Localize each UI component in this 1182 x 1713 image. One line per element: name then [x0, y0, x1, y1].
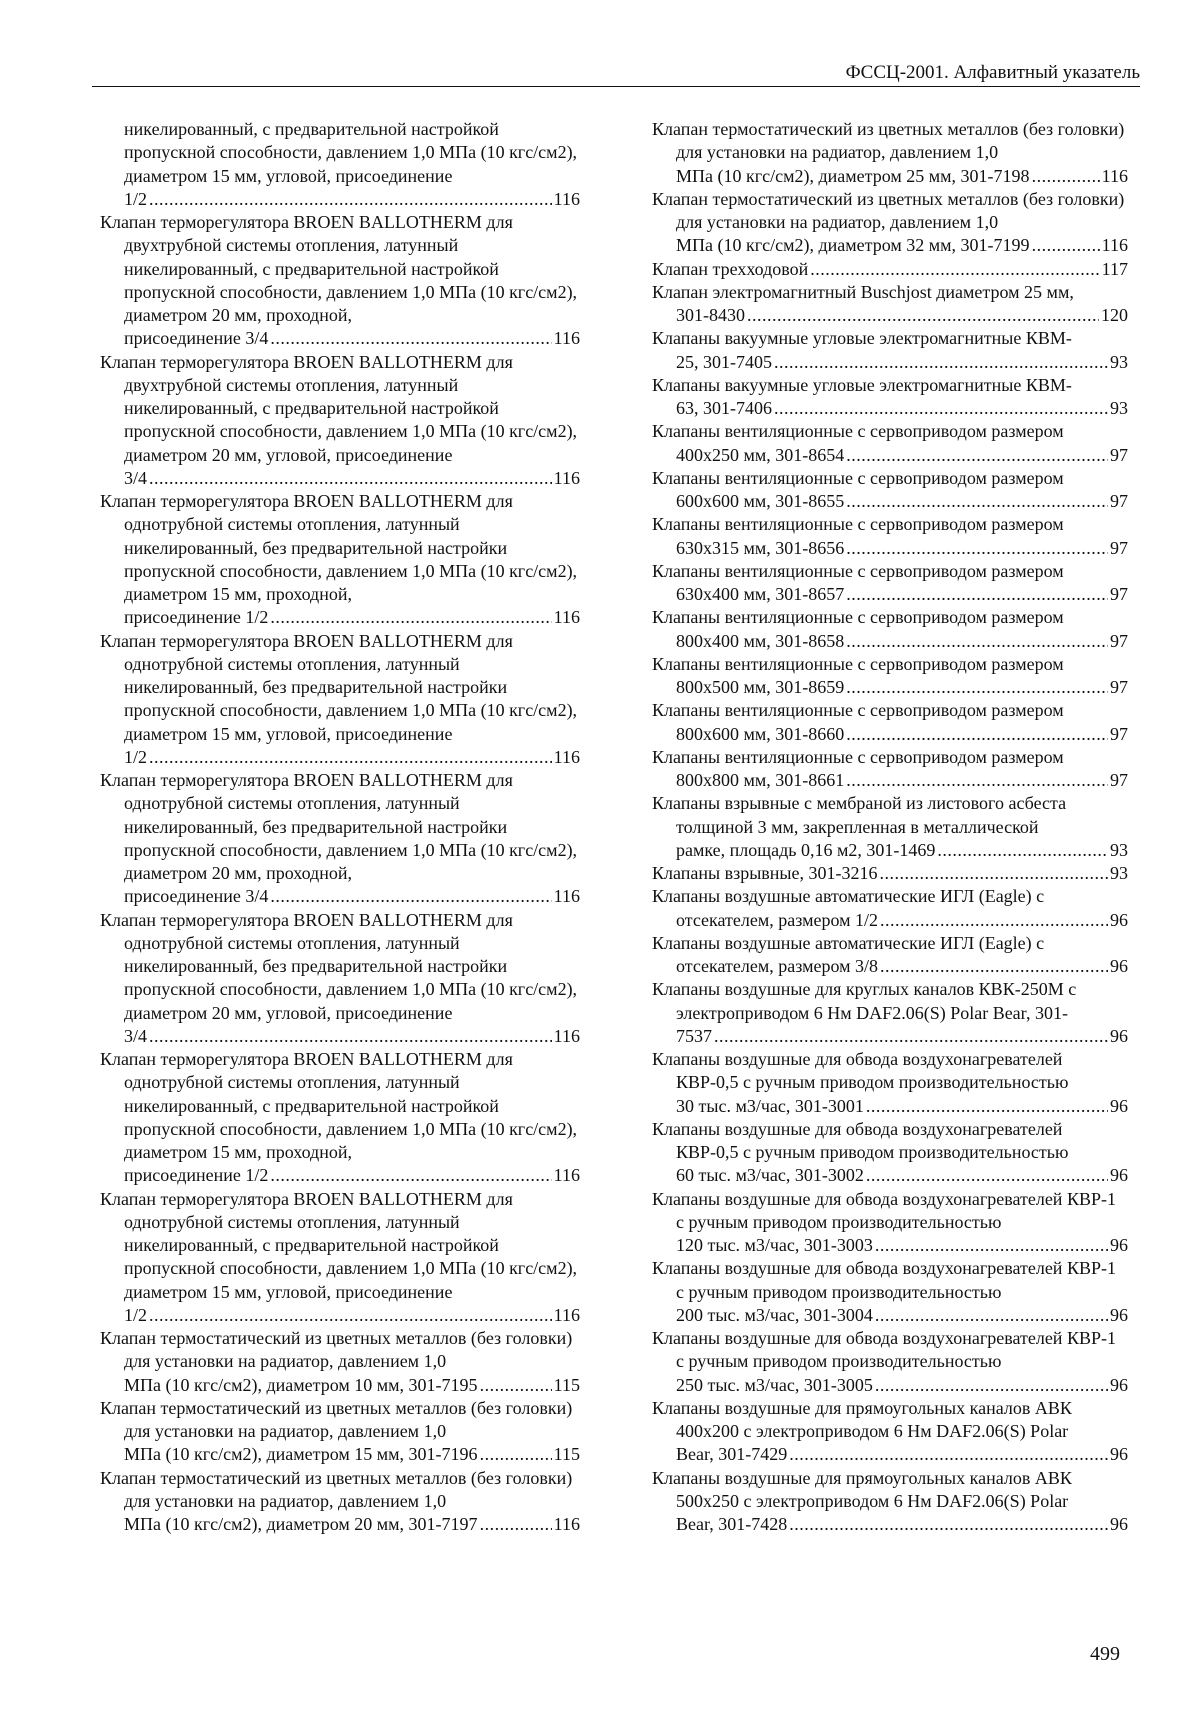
dot-leader	[846, 490, 1108, 513]
entry-text: Клапан термостатический из цветных металлов (без головки) для установки на радиатор, давлением 1,0	[100, 1397, 573, 1441]
entry-text: Клапан электромагнитный Buschjost диаметром 25 мм,	[652, 281, 1074, 302]
entry-last-line	[100, 327, 580, 350]
entry-last-text: 400x250 мм, 301-8654	[676, 444, 845, 465]
entry-last-text: 600x600 мм, 301-8655	[676, 491, 845, 511]
index-entry	[652, 1327, 1128, 1397]
entry-last-line	[652, 862, 1128, 885]
index-entry	[652, 1397, 1128, 1467]
entry-last-line	[652, 723, 1128, 746]
index-entry	[100, 118, 580, 211]
index-entry	[652, 560, 1128, 607]
dot-leader	[846, 583, 1108, 606]
entry-page-ref: 116	[553, 1025, 580, 1046]
dot-leader	[480, 1443, 552, 1466]
page-number: 499	[1090, 1643, 1120, 1665]
entry-text: Клапан терморегулятора BROEN BALLOTHERM для однотрубной системы отопления, латунный никелированный, без предварительной настройки пропускной способности, давлением 1,0 МПа (10 кгс/см2), диаметром 15 мм, угловой, присоединение	[100, 630, 578, 744]
dot-leader	[774, 397, 1108, 420]
entry-page-ref: 96	[1110, 1095, 1128, 1116]
dot-leader	[789, 1513, 1108, 1536]
entry-last-line	[652, 1304, 1128, 1327]
entry-text: Клапаны вентиляционные с сервоприводом размером	[652, 700, 1064, 721]
entry-text: Клапаны воздушные для обвода воздухонагревателей КВР-1 с ручным приводом производительностью	[652, 1328, 1116, 1372]
entry-page-ref: 116	[553, 328, 580, 349]
entry-last-text: 3/4	[124, 467, 148, 488]
index-entry	[652, 653, 1128, 700]
entry-last-text: Клапаны взрывные, 301-3216	[652, 863, 878, 883]
entry-page-ref: 93	[1110, 351, 1128, 372]
entry-text: Клапаны вентиляционные с сервоприводом размером	[652, 467, 1064, 488]
entry-last-text: 30 тыс. м3/час, 301-3001	[676, 1095, 864, 1116]
entry-last-text: 250 тыс. м3/час, 301-3005	[676, 1374, 873, 1395]
dot-leader	[1032, 234, 1100, 257]
entry-last-text: 200 тыс. м3/час, 301-3004	[676, 1304, 873, 1325]
index-entry	[100, 211, 580, 351]
dot-leader	[480, 1513, 552, 1536]
index-entry	[652, 932, 1128, 979]
index-column-left	[100, 118, 580, 1536]
entry-last-line	[100, 1374, 580, 1397]
entry-text: никелированный, с предварительной настройкой пропускной способности, давлением 1,0 МПа (10 кгс/см2), диаметром 15 мм, угловой, присоединение	[124, 119, 578, 186]
dot-leader	[149, 1025, 552, 1048]
dot-leader	[875, 1304, 1108, 1327]
index-column-right	[652, 118, 1128, 1536]
entry-page-ref: 93	[1110, 398, 1128, 418]
entry-page-ref: 117	[1101, 258, 1128, 279]
entry-last-text: 800x800 мм, 301-8661	[676, 770, 845, 790]
entry-last-line	[652, 258, 1128, 281]
entry-text: Клапан терморегулятора BROEN BALLOTHERM для однотрубной системы отопления, латунный никелированный, без предварительной настройки пропускной способности, давлением 1,0 МПа (10 кгс/см2), диаметром 20 мм, проходной,	[100, 770, 578, 883]
entry-last-text: присоединение 1/2	[124, 607, 269, 628]
entry-page-ref: 96	[1110, 1304, 1128, 1325]
dot-leader	[149, 746, 552, 769]
entry-page-ref: 97	[1110, 444, 1128, 465]
entry-last-text: 120 тыс. м3/час, 301-3003	[676, 1235, 873, 1255]
entry-last-line	[652, 304, 1128, 327]
entry-page-ref: 93	[1110, 863, 1128, 883]
entry-text: Клапаны воздушные для обвода воздухонагревателей КВР-1 с ручным приводом производительностью	[652, 1188, 1116, 1232]
entry-last-line	[100, 1025, 580, 1048]
entry-last-text: 301-8430	[676, 305, 745, 325]
dot-leader	[270, 1164, 551, 1187]
entry-page-ref: 97	[1110, 491, 1128, 511]
entry-text: Клапан терморегулятора BROEN BALLOTHERM для двухтрубной системы отопления, латунный никелированный, с предварительной настройкой пропускной способности, давлением 1,0 МПа (10 кгс/см2), диаметром 20 мм, проходной,	[100, 212, 578, 325]
entry-page-ref: 120	[1101, 305, 1128, 325]
dot-leader	[774, 351, 1108, 374]
entry-page-ref: 116	[553, 886, 580, 907]
entry-last-line	[100, 467, 580, 490]
entry-last-text: 60 тыс. м3/час, 301-3002	[676, 1165, 864, 1186]
dot-leader	[875, 1374, 1108, 1397]
entry-last-text: МПа (10 кгс/см2), диаметром 10 мм, 301-7195	[124, 1374, 478, 1395]
entry-last-text: присоединение 1/2	[124, 1165, 269, 1186]
entry-last-text: МПа (10 кгс/см2), диаметром 25 мм, 301-7198	[676, 165, 1030, 186]
entry-text: Клапан термостатический из цветных металлов (без головки) для установки на радиатор, давлением 1,0	[652, 188, 1125, 232]
index-entry	[652, 513, 1128, 560]
entry-page-ref: 116	[553, 746, 580, 767]
dot-leader	[846, 769, 1108, 792]
index-entry	[652, 420, 1128, 467]
dot-leader	[846, 444, 1108, 467]
entry-last-text: 630x315 мм, 301-8656	[676, 537, 845, 558]
entry-last-line	[652, 909, 1128, 932]
entry-last-text: отсекателем, размером 3/8	[676, 956, 879, 976]
entry-page-ref: 116	[553, 1304, 580, 1325]
entry-text: Клапаны воздушные автоматические ИГЛ (Eagle) с	[652, 886, 1045, 907]
entry-last-text: 3/4	[124, 1025, 148, 1046]
entry-last-line	[652, 583, 1128, 606]
entry-last-text: 25, 301-7405	[676, 351, 772, 372]
index-entry	[652, 699, 1128, 746]
dot-leader	[1032, 165, 1100, 188]
index-entry	[652, 885, 1128, 932]
dot-leader	[880, 909, 1108, 932]
dot-leader	[270, 885, 551, 908]
entry-last-line	[652, 630, 1128, 653]
dot-leader	[880, 955, 1108, 978]
entry-last-text: 630x400 мм, 301-8657	[676, 584, 845, 604]
entry-page-ref: 97	[1110, 537, 1128, 558]
dot-leader	[480, 1374, 552, 1397]
index-entry	[100, 1467, 580, 1537]
index-entry	[652, 1048, 1128, 1118]
entry-page-ref: 97	[1110, 630, 1128, 651]
entry-text: Клапаны вакуумные угловые электромагнитные КВМ-	[652, 374, 1072, 395]
index-entry	[652, 1118, 1128, 1188]
dot-leader	[846, 676, 1108, 699]
entry-page-ref: 116	[553, 1514, 580, 1534]
entry-text: Клапан терморегулятора BROEN BALLOTHERM для однотрубной системы отопления, латунный никелированный, с предварительной настройкой пропускной способности, давлением 1,0 МПа (10 кгс/см2), диаметром 15 мм, проходной,	[100, 1049, 578, 1162]
entry-page-ref: 93	[1110, 839, 1128, 860]
entry-last-text: Клапан трехходовой	[652, 258, 809, 279]
entry-page-ref: 116	[1101, 165, 1128, 186]
entry-page-ref: 96	[1110, 1374, 1128, 1395]
index-entry	[100, 1048, 580, 1188]
entry-last-line	[100, 885, 580, 908]
entry-text: Клапаны вакуумные угловые электромагнитные КВМ-	[652, 328, 1072, 349]
entry-last-line	[100, 188, 580, 211]
index-entry	[652, 606, 1128, 653]
dot-leader	[866, 1164, 1108, 1187]
entry-page-ref: 96	[1110, 909, 1128, 930]
dot-leader	[789, 1443, 1108, 1466]
entry-text: Клапаны вентиляционные с сервоприводом размером	[652, 560, 1064, 581]
entry-text: Клапан терморегулятора BROEN BALLOTHERM для однотрубной системы отопления, латунный никелированный, без предварительной настройки пропускной способности, давлением 1,0 МПа (10 кгс/см2), диаметром 20 мм, угловой, присоединение	[100, 909, 578, 1023]
entry-page-ref: 97	[1110, 723, 1128, 744]
entry-text: Клапаны воздушные для круглых каналов КВК-250М с электроприводом 6 Нм DAF2.06(S) Polar Bear, 301-	[652, 979, 1077, 1023]
entry-last-text: МПа (10 кгс/см2), диаметром 32 мм, 301-7199	[676, 235, 1030, 256]
entry-last-text: МПа (10 кгс/см2), диаметром 20 мм, 301-7197	[124, 1514, 478, 1534]
index-entry	[652, 1467, 1128, 1537]
entry-page-ref: 116	[553, 1165, 580, 1186]
entry-last-line	[652, 1095, 1128, 1118]
dot-leader	[149, 188, 552, 211]
entry-page-ref: 96	[1110, 956, 1128, 976]
entry-last-line	[652, 397, 1128, 420]
entry-text: Клапаны воздушные для обвода воздухонагревателей КВР-1 с ручным приводом производительностью	[652, 1258, 1116, 1302]
entry-page-ref: 96	[1110, 1235, 1128, 1255]
entry-last-line	[652, 1374, 1128, 1397]
entry-text: Клапаны вентиляционные с сервоприводом размером	[652, 514, 1064, 535]
index-entry	[652, 467, 1128, 514]
entry-page-ref: 115	[553, 1374, 580, 1395]
index-entry	[652, 374, 1128, 421]
entry-last-line	[652, 537, 1128, 560]
running-header	[92, 60, 1140, 87]
entry-last-text: 800x500 мм, 301-8659	[676, 677, 845, 697]
index-entry	[652, 118, 1128, 188]
entry-last-text: 800x400 мм, 301-8658	[676, 630, 845, 651]
entry-last-text: Bear, 301-7429	[676, 1444, 788, 1465]
entry-last-line	[100, 606, 580, 629]
entry-last-line	[652, 1025, 1128, 1048]
dot-leader	[747, 304, 1099, 327]
entry-last-line	[100, 1513, 580, 1536]
entry-last-line	[652, 351, 1128, 374]
header-title: ФССЦ-2001. Алфавитный указатель	[845, 62, 1140, 83]
entry-last-line	[100, 1164, 580, 1187]
entry-last-line	[100, 746, 580, 769]
index-entry	[652, 1188, 1128, 1258]
index-entry	[652, 327, 1128, 374]
index-entry	[652, 746, 1128, 793]
entry-last-line	[100, 1443, 580, 1466]
entry-last-text: Bear, 301-7428	[676, 1514, 788, 1534]
entry-text: Клапан термостатический из цветных металлов (без головки) для установки на радиатор, давлением 1,0	[100, 1467, 573, 1511]
entry-text: Клапаны воздушные для прямоугольных каналов АВК 400x200 с электроприводом 6 Нм DAF2.06(S) Polar	[652, 1397, 1072, 1441]
index-entry	[652, 862, 1128, 885]
index-entry	[652, 978, 1128, 1048]
index-entry	[652, 792, 1128, 862]
entry-last-line	[652, 1443, 1128, 1466]
entry-last-line	[652, 676, 1128, 699]
dot-leader	[937, 839, 1108, 862]
entry-last-line	[652, 1234, 1128, 1257]
entry-text: Клапаны вентиляционные с сервоприводом размером	[652, 421, 1064, 442]
entry-last-line	[652, 1513, 1128, 1536]
entry-page-ref: 116	[553, 607, 580, 628]
entry-page-ref: 96	[1110, 1444, 1128, 1465]
index-entry	[652, 188, 1128, 258]
entry-text: Клапаны вентиляционные с сервоприводом размером	[652, 746, 1064, 767]
entry-text: Клапан терморегулятора BROEN BALLOTHERM для двухтрубной системы отопления, латунный никелированный, с предварительной настройкой пропускной способности, давлением 1,0 МПа (10 кгс/см2), диаметром 20 мм, угловой, присоединение	[100, 351, 578, 465]
entry-text: Клапан термостатический из цветных металлов (без головки) для установки на радиатор, давлением 1,0	[652, 119, 1125, 163]
entry-page-ref: 97	[1110, 770, 1128, 790]
entry-last-text: присоединение 3/4	[124, 886, 269, 907]
entry-last-line	[652, 1164, 1128, 1187]
entry-text: Клапаны вентиляционные с сервоприводом размером	[652, 607, 1064, 628]
entry-last-text: присоединение 3/4	[124, 328, 269, 349]
index-entry	[100, 909, 580, 1049]
index-entry	[100, 1327, 580, 1397]
index-entry	[100, 1397, 580, 1467]
index-entry	[100, 490, 580, 630]
entry-text: Клапаны воздушные для прямоугольных каналов АВК 500x250 с электроприводом 6 Нм DAF2.06(S) Polar	[652, 1467, 1072, 1511]
entry-last-text: 1/2	[124, 188, 148, 209]
entry-last-text: рамке, площадь 0,16 м2, 301-1469	[676, 839, 936, 860]
entry-last-line	[652, 769, 1128, 792]
entry-page-ref: 96	[1110, 1165, 1128, 1186]
index-entry	[652, 258, 1128, 281]
entry-last-line	[652, 444, 1128, 467]
index-entry	[652, 281, 1128, 328]
entry-last-text: 1/2	[124, 746, 148, 767]
entry-last-text: МПа (10 кгс/см2), диаметром 15 мм, 301-7196	[124, 1444, 478, 1465]
entry-page-ref: 96	[1110, 1514, 1128, 1534]
index-entry	[100, 351, 580, 491]
entry-text: Клапаны вентиляционные с сервоприводом размером	[652, 653, 1064, 674]
dot-leader	[810, 258, 1099, 281]
index-entry	[100, 1188, 580, 1328]
entry-text: Клапаны взрывные с мембраной из листового асбеста толщиной 3 мм, закрепленная в металлической	[652, 793, 1067, 837]
dot-leader	[270, 606, 551, 629]
dot-leader	[149, 467, 552, 490]
entry-last-text: 7537	[676, 1025, 712, 1046]
dot-leader	[714, 1025, 1108, 1048]
entry-page-ref: 97	[1110, 584, 1128, 604]
entry-text: Клапаны воздушные для обвода воздухонагревателей КВР-0,5 с ручным приводом производительностью	[652, 1049, 1069, 1093]
entry-text: Клапаны воздушные автоматические ИГЛ (Eagle) с	[652, 932, 1045, 953]
entry-page-ref: 116	[553, 467, 580, 488]
entry-text: Клапан терморегулятора BROEN BALLOTHERM для однотрубной системы отопления, латунный никелированный, без предварительной настройки пропускной способности, давлением 1,0 МПа (10 кгс/см2), диаметром 15 мм, проходной,	[100, 491, 578, 604]
entry-last-text: отсекателем, размером 1/2	[676, 909, 879, 930]
dot-leader	[875, 1234, 1108, 1257]
dot-leader	[846, 537, 1108, 560]
index-entry	[652, 1257, 1128, 1327]
entry-text: Клапан термостатический из цветных металлов (без головки) для установки на радиатор, давлением 1,0	[100, 1328, 573, 1372]
entry-last-line	[652, 165, 1128, 188]
index-entry	[100, 769, 580, 909]
entry-last-line	[652, 955, 1128, 978]
entry-page-ref: 116	[553, 188, 580, 209]
dot-leader	[866, 1095, 1108, 1118]
entry-text: Клапаны воздушные для обвода воздухонагревателей КВР-0,5 с ручным приводом производительностью	[652, 1118, 1069, 1162]
entry-last-line	[652, 490, 1128, 513]
index-entry	[100, 630, 580, 770]
entry-last-text: 1/2	[124, 1304, 148, 1325]
entry-page-ref: 96	[1110, 1025, 1128, 1046]
entry-page-ref: 116	[1101, 235, 1128, 256]
dot-leader	[270, 327, 551, 350]
dot-leader	[846, 723, 1108, 746]
entry-last-line	[100, 1304, 580, 1327]
entry-last-text: 63, 301-7406	[676, 398, 772, 418]
dot-leader	[846, 630, 1108, 653]
entry-last-text: 800x600 мм, 301-8660	[676, 723, 845, 744]
entry-page-ref: 115	[553, 1444, 580, 1465]
entry-page-ref: 97	[1110, 677, 1128, 697]
entry-text: Клапан терморегулятора BROEN BALLOTHERM для однотрубной системы отопления, латунный никелированный, с предварительной настройкой пропускной способности, давлением 1,0 МПа (10 кгс/см2), диаметром 15 мм, угловой, присоединение	[100, 1188, 578, 1302]
dot-leader	[880, 862, 1108, 885]
dot-leader	[149, 1304, 552, 1327]
entry-last-line	[652, 234, 1128, 257]
entry-last-line	[652, 839, 1128, 862]
